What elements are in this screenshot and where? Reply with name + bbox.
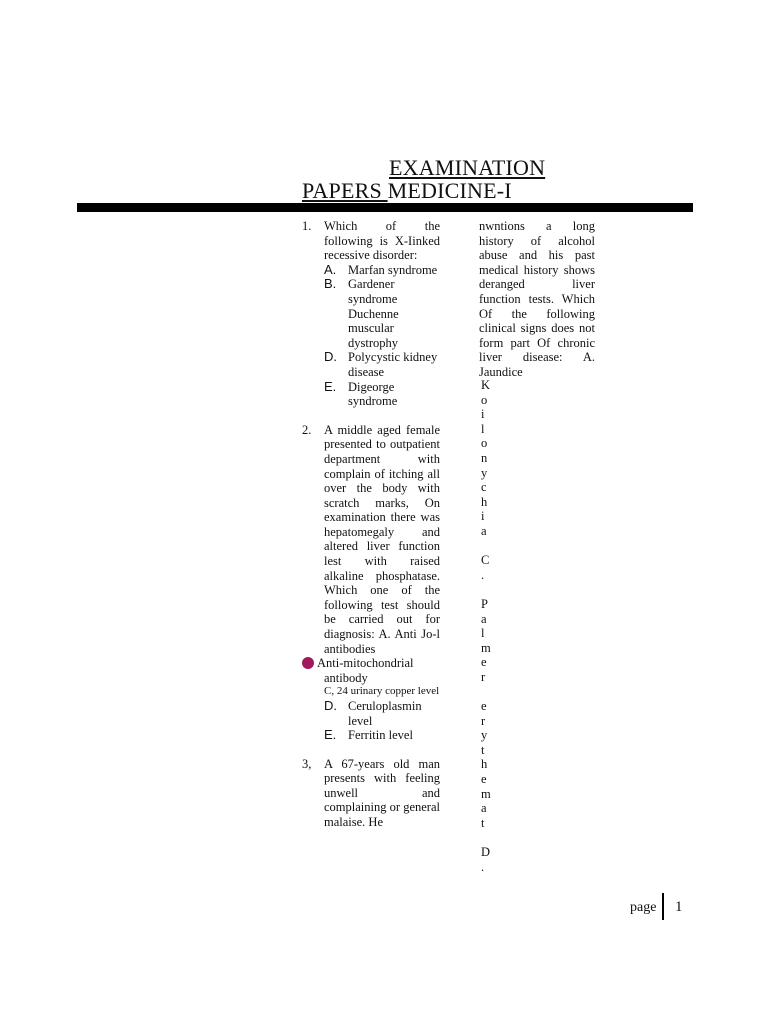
vertical-char: a [481,611,487,626]
option-e: E. Ferritin level [324,727,413,743]
title-line-1: EXAMINATION [389,155,546,180]
option-d: D. Ceruloplasmin level [324,697,422,728]
page-number: 1 [675,899,683,915]
question-number: 2. [302,422,312,437]
vertical-char: r [481,669,486,684]
vertical-char: y [481,728,488,743]
vertical-char: c [481,480,487,495]
vertical-char: e [481,655,487,670]
vertical-char: i [481,509,485,524]
page-divider [662,893,664,920]
page-label: page [630,900,657,915]
vertical-char: o [481,392,488,407]
question-3 [302,757,440,830]
vertical-char: l [481,626,485,641]
vertical-char: e [481,699,487,714]
vertical-char: . [481,859,485,874]
vertical-char: a [481,801,487,816]
option-d: D. Polycystic kidney disease [324,349,438,379]
vertical-char [481,539,491,554]
column-2-text: nwntions a long history of alcohol abuse and his past medical history shows deranged liver function tests. Which Of the following clinical signs does not form part Of chronic liver disease: A. Jaundice [479,219,595,379]
vertical-char [481,830,491,845]
question-number: 3, [302,756,312,771]
vertical-text [481,378,491,874]
vertical-char [481,684,491,699]
question-2 [302,423,440,743]
vertical-char: r [481,713,486,728]
vertical-char: t [481,815,485,830]
vertical-char: m [481,640,491,655]
vertical-char [481,582,491,597]
vertical-char: h [481,757,488,772]
vertical-char: D [481,845,491,859]
question-text: Which of the following is X-Iinked recessive disorder: [324,219,440,263]
vertical-char: i [481,407,485,422]
vertical-char: . [481,567,485,582]
vertical-char: o [481,436,488,451]
question-text: A middle aged female presented to outpatient department with complain of itching all over the body with scratch marks, On examination there was hepatomegaly and altered liver function lest with raised alkaline phosphatase. Which one of the following test should be carried out for diagnosis: A. Anti Jo-l antibodies [324,422,440,656]
vertical-char: y [481,465,488,480]
vertical-char: l [481,421,485,436]
title-line-2: PAPERS MEDICINE-I [302,178,512,203]
question-1 [302,219,440,409]
option-e: E. Digeorge syndrome [324,378,398,409]
vertical-char: a [481,523,487,538]
option-b: B. Gardener syndrome Duchenne muscular dystrophy [324,276,399,350]
vertical-char: C [481,553,490,568]
question-text: A 67-years old man presents with feeling unwell and complaining or general malaise. He [324,756,440,830]
vertical-char: e [481,772,487,787]
question-number: 1. [302,219,312,233]
vertical-char: P [481,596,488,611]
vertical-char: m [481,786,491,801]
vertical-char: h [481,494,488,509]
column-1 [302,219,440,830]
option-a: A. Marfan syndrome [324,261,438,277]
vertical-char: t [481,742,485,757]
vertical-char: n [481,450,488,465]
option-b-line: Anti-mitochondrial antibody [324,656,440,685]
vertical-char: K [481,378,491,392]
bullet-icon [302,657,314,669]
option-c-line: C, 24 urinary copper level [324,685,440,698]
header-rule [77,203,693,212]
